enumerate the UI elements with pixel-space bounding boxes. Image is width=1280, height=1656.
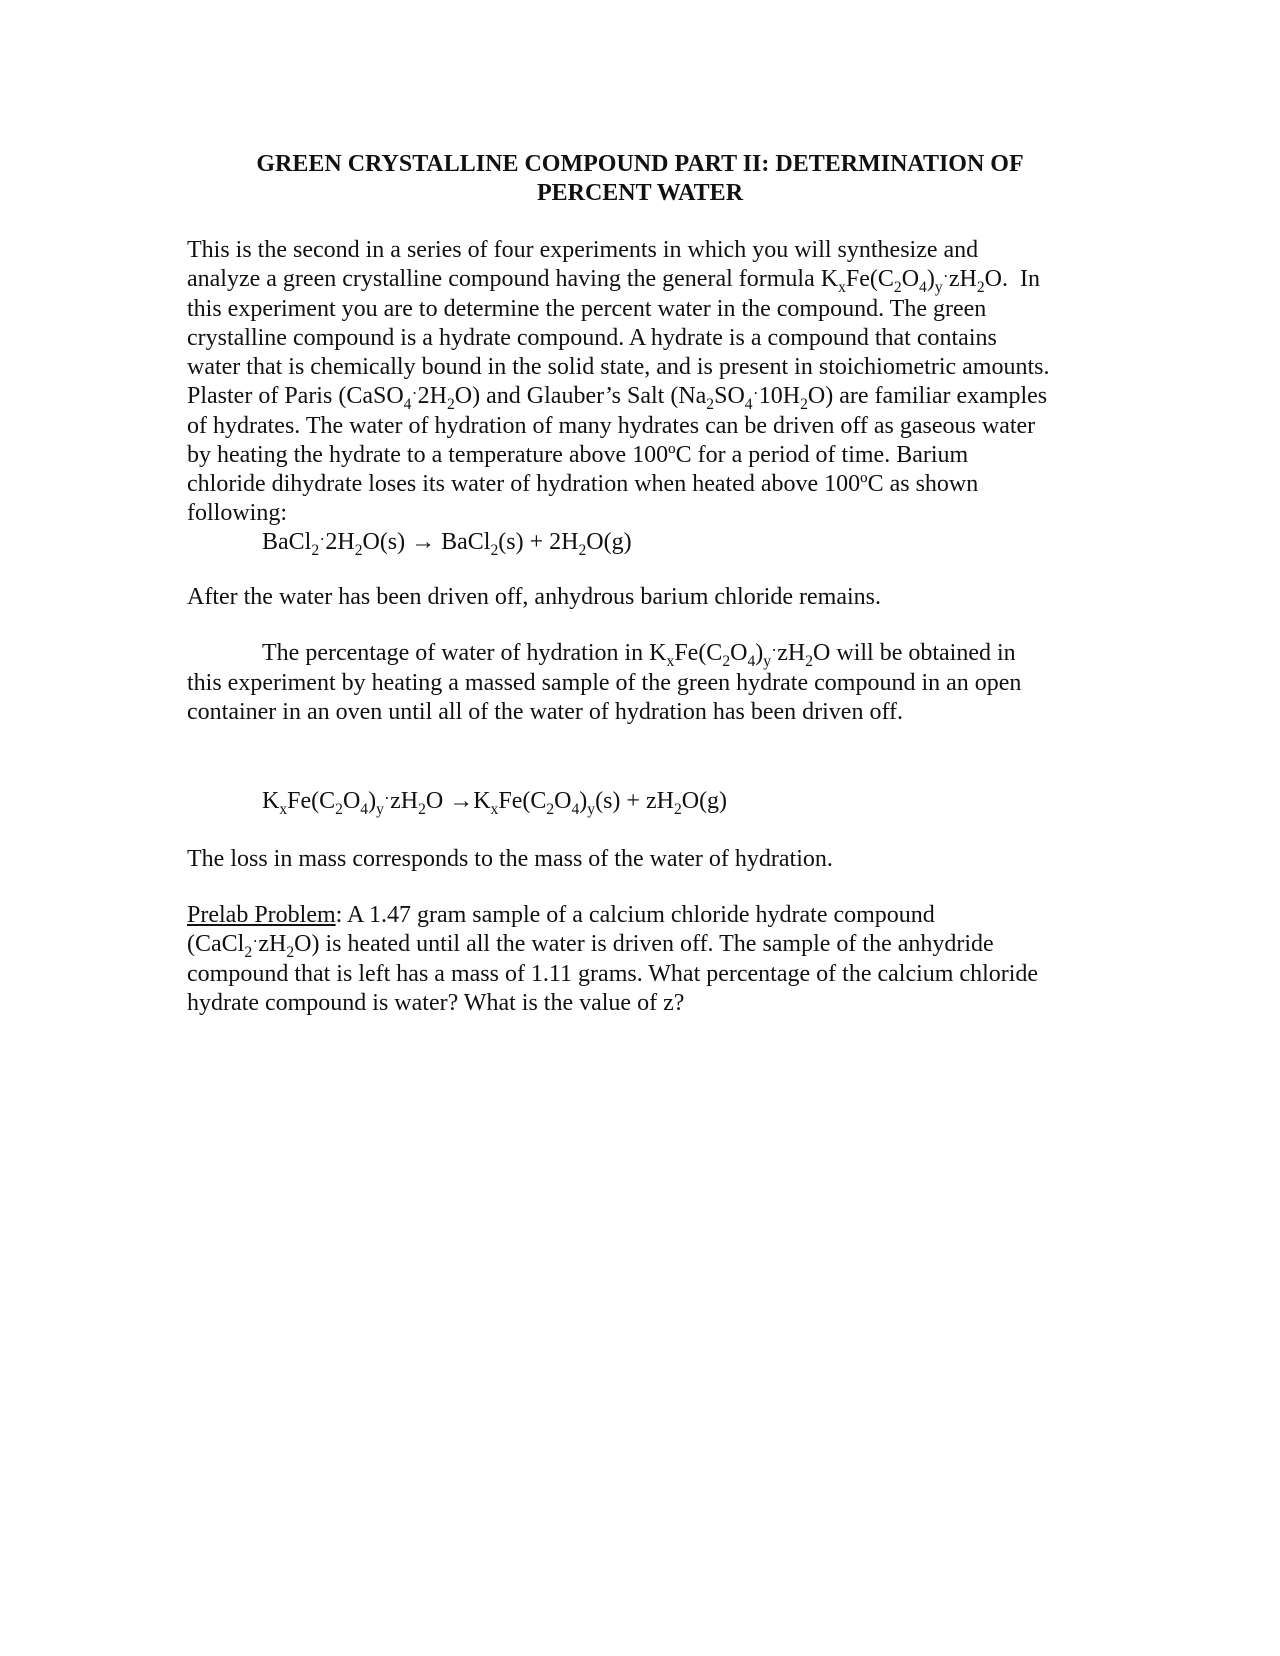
- intro-line-5: water that is chemically bound in the solid state, and is present in stoichiometric amounts.: [187, 354, 1050, 380]
- percentage-paragraph: [187, 635, 1087, 727]
- loss-line: The loss in mass corresponds to the mass of the water of hydration.: [187, 846, 833, 872]
- prelab-line-1: Prelab Problem: A 1.47 gram sample of a calcium chloride hydrate compound: [187, 902, 935, 928]
- prelab-label: Prelab Problem: [187, 902, 336, 928]
- after-paragraph: [187, 583, 1087, 612]
- intro-line-2: analyze a green crystalline compound having the general formula $K_xFe(C_2O_4)_y.zH_2O$. In: [187, 261, 1040, 296]
- intro-line-3: this experiment you are to determine the percent water in the compound. The green: [187, 296, 987, 322]
- intro-line-4: crystalline compound is a hydrate compound. A hydrate is a compound that contains: [187, 325, 997, 351]
- reaction-arrow-icon: →: [449, 788, 474, 814]
- intro-line-6: Plaster of Paris $(CaSO_4.2H_2O)$ and Glauber’s Salt $(Na_2SO_4.10H_2O)$ are familiar examples: [187, 378, 1048, 413]
- prelab-line-2: $(CaCl_2.zH_2O)$ is heated until all the water is driven off. The sample of the anhydride: [187, 926, 994, 961]
- prelab-line-3: compound that is left has a mass of 1.11 grams. What percentage of the calcium chloride: [187, 961, 1039, 987]
- intro-paragraph: [187, 236, 1087, 528]
- intro-line-8: by heating the hydrate to a temperature above 100ºC for a period of time. Barium: [187, 442, 969, 468]
- reaction-arrow-icon: →: [411, 529, 436, 555]
- intro-line-9: chloride dihydrate loses its water of hydration when heated above 100ºC as shown: [187, 471, 979, 497]
- intro-line-1: This is the second in a series of four experiments in which you will synthesize and: [187, 237, 979, 263]
- prelab-line-4: hydrate compound is water? What is the value of z?: [187, 990, 685, 1016]
- title-line-2: PERCENT WATER: [536, 180, 744, 206]
- percentage-line-2: this experiment by heating a massed sample of the green hydrate compound in an open: [187, 670, 1022, 696]
- equation-barium-chloride: $BaCl_2.2H_2O(s)$ → BaCl$_2$(s) + $2H_2O(g)$: [262, 524, 632, 559]
- after-line: After the water has been driven off, anhydrous barium chloride remains.: [187, 584, 881, 610]
- intro-line-10: following:: [187, 500, 287, 526]
- intro-line-7: of hydrates. The water of hydration of many hydrates can be driven off as gaseous water: [187, 413, 1036, 439]
- prelab-paragraph: [187, 901, 1087, 1018]
- page-title: [140, 150, 1140, 208]
- equation-green-compound: $K_xFe(C_2O_4)_y.zH_2O \to K_xFe(C_2O_4)_y(s) + zH_2O(g)$: [262, 783, 728, 818]
- percentage-line-3: container in an oven until all of the water of hydration has been driven off.: [187, 699, 903, 725]
- title-line-1: GREEN CRYSTALLINE COMPOUND PART II: DETERMINATION OF: [256, 151, 1024, 177]
- percentage-line-1: The percentage of water of hydration in $K_xFe(C_2O_4)_y.zH_2O$ will be obtained in: [262, 635, 1016, 670]
- loss-paragraph: [187, 845, 1087, 874]
